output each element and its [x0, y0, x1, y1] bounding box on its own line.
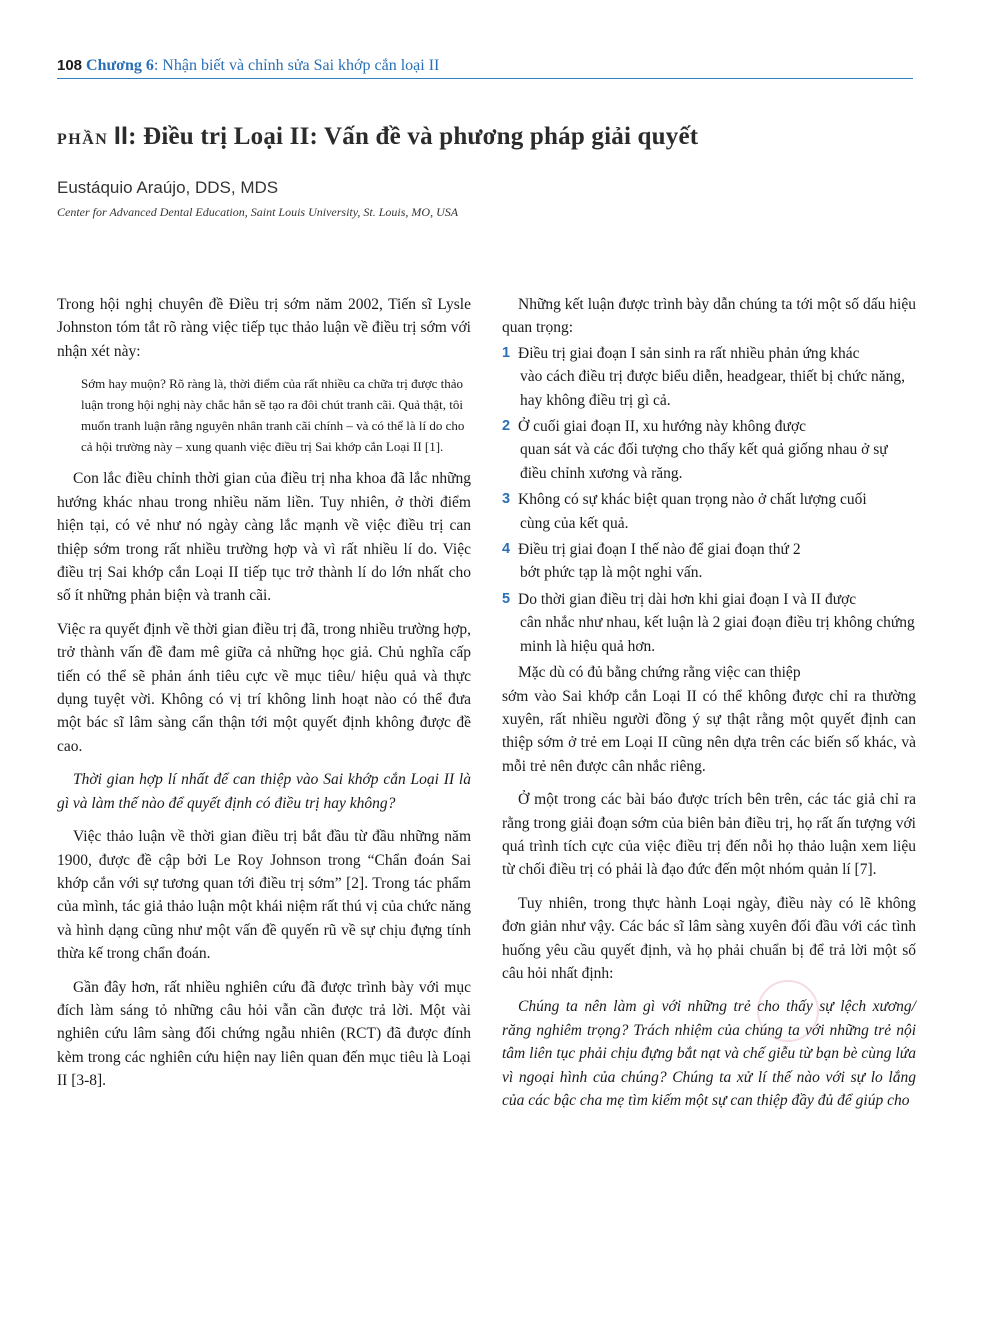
list-text: Ở cuối giai đoạn II, xu hướng này không được	[518, 418, 807, 436]
block-quote: Sớm hay muộn? Rõ ràng là, thời điểm của rất nhiều ca chữa trị được thảo luận trong hội nghị này chắc hẳn sẽ tạo ra đôi chút tranh cãi. Quả thật, tôi muốn tranh luận rằng nguyên nhân tranh cãi chính – và có thể là lí do cho cả hội trường này – xung quanh việc điều trị Sai khớp cắn Loại II [1].	[81, 376, 465, 454]
right-column	[502, 293, 916, 1122]
list-text: Do thời gian điều trị dài hơn khi giai đoạn I và II được	[518, 590, 857, 608]
author-name: Eustáquio Araújo, DDS, MDS	[57, 178, 279, 197]
left-column	[57, 293, 471, 1103]
list-item	[502, 588, 916, 658]
page-number: 108	[57, 57, 83, 74]
running-header	[57, 57, 913, 79]
list-text: Điều trị giai đoạn I sản sinh ra rất nhiều phản ứng khác	[518, 344, 860, 362]
author-affiliation: Center for Advanced Dental Education, Saint Louis University, St. Louis, MO, USA	[57, 205, 459, 219]
paragraph: Việc thảo luận về thời gian điều trị bắt đầu từ đầu những năm 1900, được đề cập bởi Le Roy Johnson trong “Chẩn đoán Sai khớp cắn với sự tương quan tới điều trị sớm” [2]. Trong tác phẩm của mình, tác giả thảo luận một khái niệm rất thú vị của chức năng và hình dạng cũng như một vấn đề quyến rũ về sự chịu đựng tính thừa kế trong chẩn đoán.	[57, 828, 471, 963]
part-roman: II	[113, 122, 129, 150]
chapter-name: : Nhận biết và chỉnh sửa Sai khớp cắn loại II	[153, 57, 440, 74]
list-number: 2	[502, 418, 511, 435]
paragraph: Trong hội nghị chuyên đề Điều trị sớm năm 2002, Tiến sĩ Lysle Johnston tóm tắt rõ ràng việc tiếp tục thảo luận về điều trị sớm với nhận xét này:	[57, 296, 471, 360]
part-label: PHẦN	[57, 131, 114, 148]
paragraph: Tuy nhiên, trong thực hành Loại ngày, điều này có lẽ không đơn giản như vậy. Các bác sĩ lâm sàng xuyên đối đầu với các tình huống yêu cầu quyết định, và họ phải chuẩn bị để trả lời một số câu hỏi nhất định:	[502, 894, 916, 982]
list-text-continued: vào cách điều trị được biểu diễn, headgear, thiết bị chức năng, hay không điều trị gì cả.	[520, 368, 906, 409]
list-item	[502, 488, 916, 535]
paragraph	[502, 661, 916, 778]
paragraph: Con lắc điều chỉnh thời gian của điều trị nha khoa đã lắc những hướng khác nhau trong nhiều năm liền. Tuy nhiên, ở thời điểm hiện tại, có vẻ như nó ngày càng lắc mạnh về việc điều trị can thiệp sớm trong rất nhiều trường hợp và vì rất nhiều lí do. Việc điều trị Sai khớp cắn Loại II tiếp tục trở thành lí do lớn nhất cho số ít những phản biện và tranh cãi.	[57, 470, 471, 605]
paragraph: Ở một trong các bài báo được trích bên trên, các tác giả chỉ ra rằng trong giải đoạn sớm của biên bản điều trị, họ rất ấn tượng với quá trình tích cực của việc điều trị đến nỗi họ thảo luận xem liệu từ chối điều trị có phải là đạo đức đến một nhóm quản lí [7].	[502, 791, 916, 879]
paragraph: Việc ra quyết định về thời gian điều trị đã, trong nhiều trường hợp, trở thành vấn đề đam mê giữa cả những học giả. Chủ nghĩa cấp tiến có thể sẽ phản ánh tiêu cực về mục tiêu/ hiệu quả và thực dụng tuyệt vời. Không có vị trí không linh hoạt nào có thể đưa một bác sĩ lâm sàng cẩn thận tới một quyết định không được đề cao.	[57, 620, 471, 755]
question-paragraph: Thời gian hợp lí nhất để can thiệp vào Sai khớp cắn Loại II là gì và làm thế nào để quyết định có điều trị hay không?	[57, 771, 471, 812]
list-item	[502, 415, 916, 485]
chapter-prefix: Chương 6	[86, 57, 154, 74]
paragraph-first-line: Mặc dù có đủ bằng chứng rằng việc can thiệp	[518, 664, 801, 682]
list-text-continued: quan sát và các đối tượng cho thấy kết quả giống nhau ở sự điều chỉnh xương và răng.	[520, 441, 888, 482]
chapter-title	[86, 57, 439, 74]
numbered-list	[502, 342, 916, 658]
list-text: Điều trị giai đoạn I thế nào để giai đoạn thứ 2	[518, 541, 801, 559]
paragraph: Những kết luận được trình bày dẫn chúng ta tới một số dấu hiệu quan trọng:	[502, 296, 916, 337]
list-text-continued: cân nhắc như nhau, kết luận là 2 giai đoạn điều trị không chứng minh là hiệu quả hơn.	[520, 614, 915, 655]
list-item	[502, 538, 916, 585]
list-text: Không có sự khác biệt quan trọng nào ở chất lượng cuối	[518, 491, 867, 509]
part-title	[57, 122, 937, 151]
questions-paragraph: Chúng ta nên làm gì với những trẻ cho thấy sự lệch xương/ răng nghiêm trọng? Trách nhiệm của chúng ta với những trẻ nội tâm liên tục phải chịu đựng bắt nạt và chế giễu từ bạn bè cùng lứa vì ngoại hình của chúng? Chúng ta xử lí thế nào với sự lo lắng của các bậc cha mẹ tìm kiếm một sự can thiệp đầy đủ để giúp cho	[502, 998, 916, 1109]
list-number: 4	[502, 541, 511, 558]
list-number: 3	[502, 491, 511, 508]
faint-stamp-mark	[757, 980, 819, 1042]
list-text-continued: bớt phức tạp là một nghi vấn.	[520, 564, 703, 582]
paragraph-rest: sớm vào Sai khớp cắn Loại II có thể không được chỉ ra thường xuyên, rất nhiều người đồng ý sự thật rằng một quyết định can thiệp sớm ở trẻ em Loại II cũng nên dựa trên các biến số khác, và mỗi trẻ nên được cân nhắc riêng.	[502, 687, 916, 775]
paragraph: Gần đây hơn, rất nhiều nghiên cứu đã được trình bày với mục đích làm sáng tỏ những câu hỏi vẫn cần được trả lời. Một vài nghiên cứu lâm sàng đối chứng ngẫu nhiên (RCT) đã được đính kèm trong các nghiên cứu hiện nay liên quan đến mục tiêu là Loại II [3-8].	[57, 978, 471, 1090]
list-number: 5	[502, 590, 511, 607]
list-number: 1	[502, 344, 511, 361]
part-heading: : Điều trị Loại II: Vấn đề và phương pháp giải quyết	[128, 123, 699, 150]
list-item	[502, 342, 916, 412]
list-text-continued: cùng của kết quả.	[520, 514, 629, 532]
